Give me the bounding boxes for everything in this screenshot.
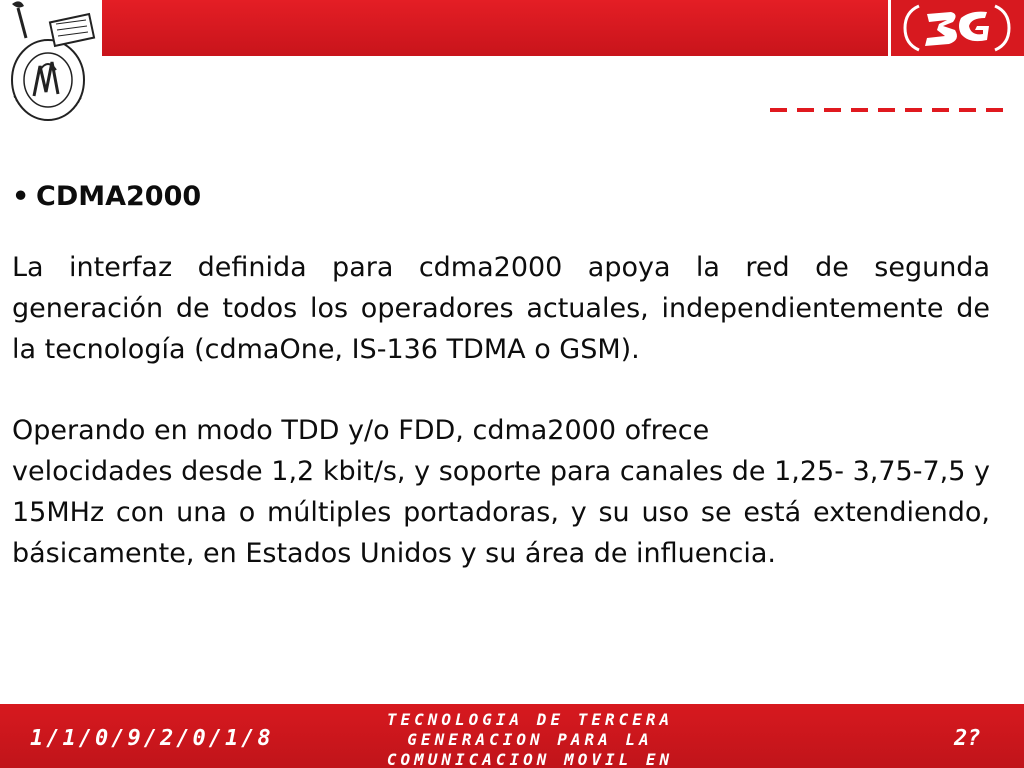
bullet-icon: • <box>12 181 30 212</box>
dash <box>959 108 976 112</box>
3g-logo-icon <box>891 0 1024 56</box>
slide-heading <box>12 176 990 217</box>
dash <box>797 108 814 112</box>
decorative-dashes <box>770 108 1024 114</box>
page-number: 2? <box>954 726 981 751</box>
footer-title-line1: TECNOLOGIA DE TERCERA <box>386 710 674 729</box>
paragraph-interface: La interfaz definida para cdma2000 apoya la red de segunda generación de todos los operadores actuales, independientemente de la tecnología (cdmaOne, IS-136 TDMA o GSM). <box>12 252 990 365</box>
dash <box>986 108 1003 112</box>
3g-logo <box>888 0 1024 56</box>
footer-bar <box>0 704 1024 768</box>
dash <box>878 108 895 112</box>
footer-title <box>360 710 700 768</box>
paragraph-operation-rest: velocidades desde 1,2 kbit/s, y soporte para canales de 1,25- 3,75-7,5 y 15MHz con una o múltiples portadoras, y su uso se está extendiendo, básicamente, en Estados Unidos y su área de influencia. <box>12 456 990 569</box>
header-bar <box>100 0 1024 56</box>
footer-title-line3: COMUNICACION MOVIL EN <box>386 750 674 768</box>
university-logo <box>0 0 102 132</box>
dash <box>905 108 922 112</box>
dash <box>824 108 841 112</box>
tec-seal-icon <box>0 0 102 132</box>
dash <box>851 108 868 112</box>
slide-body <box>12 176 990 574</box>
footer-date: 1/1/0/9/2/0/1/8 <box>30 726 274 751</box>
paragraph-operation-line1: Operando en modo TDD y/o FDD, cdma2000 ofrece <box>12 415 710 446</box>
dash <box>932 108 949 112</box>
heading-text: CDMA2000 <box>36 181 202 212</box>
paragraph-operation <box>12 410 990 574</box>
dash <box>770 108 787 112</box>
footer-title-line2: GENERACION PARA LA <box>407 730 653 749</box>
